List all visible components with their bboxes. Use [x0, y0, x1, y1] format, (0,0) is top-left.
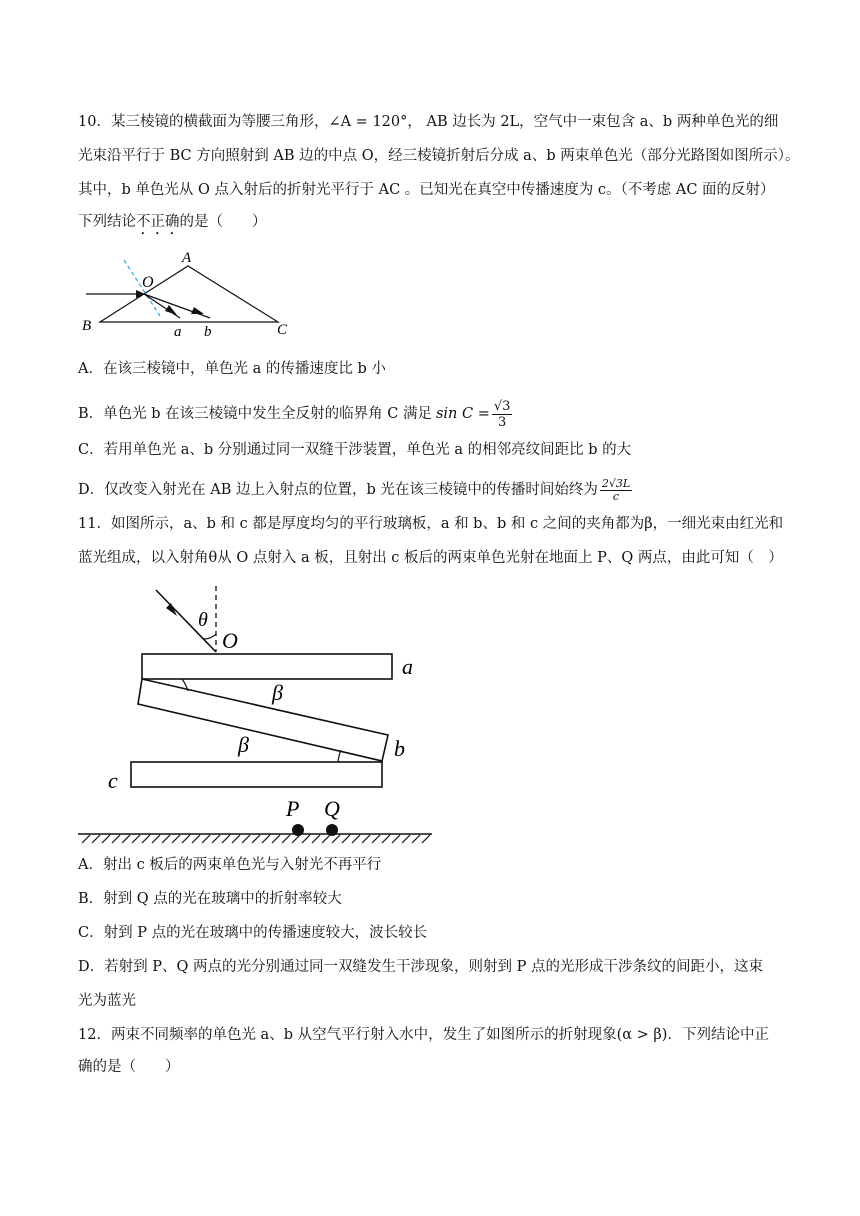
q10-prism-figure — [78, 244, 308, 346]
label-theta: θ — [198, 609, 208, 631]
ray-b — [144, 294, 210, 318]
q10-option-c: C．若用单色光 a、b 分别通过同一双缝干涉装置，单色光 a 的相邻亮纹间距比 b 的大 — [78, 442, 632, 458]
q10-stem-line-4-suffix: 的是（ ） — [179, 214, 267, 230]
plate-c — [131, 762, 382, 787]
label-O: O — [222, 628, 238, 653]
q12-stem-line-1: 12．两束不同频率的单色光 a、b 从空气平行射入水中，发生了如图所示的折射现象(α > β)．下列结论中正 — [78, 1027, 769, 1043]
label-C: C — [277, 322, 288, 338]
q10-option-b-sin: sin C = — [435, 406, 490, 422]
label-c: c — [108, 768, 118, 793]
label-P: P — [286, 796, 300, 821]
label-A: A — [182, 250, 192, 266]
q11-option-d-line-1: D．若射到 P、Q 两点的光分别通过同一双缝发生干涉现象，则射到 P 点的光形成干涉条纹的间距小，这束 — [78, 959, 763, 975]
q10-option-b — [78, 396, 514, 432]
label-beta-2: β — [238, 732, 249, 757]
label-B: B — [82, 318, 92, 334]
q11-option-d-line-2: 光为蓝光 — [78, 993, 136, 1009]
label-a: a — [174, 324, 182, 340]
q11-option-a: A．射出 c 板后的两束单色光与入射光不再平行 — [78, 857, 382, 873]
q10-stem-line-3: 其中，b 单色光从 O 点入射后的折射光平行于 AC 。已知光在真空中传播速度为 c。（不考虑 AC 面的反射） — [78, 182, 775, 198]
ray-a-arrow — [165, 305, 177, 315]
label-Q: Q — [324, 796, 340, 821]
q11-option-b: B．射到 Q 点的光在玻璃中的折射率较大 — [78, 891, 342, 907]
fraction-numerator: √3 — [493, 398, 511, 414]
fraction-numerator: 2√3L — [601, 476, 631, 490]
q10-stem-line-1: 10．某三棱镜的横截面为等腰三角形，∠A = 120°， AB 边长为 2L，空气中一束包含 a、b 两种单色光的细 — [78, 114, 779, 130]
q12-stem-line-2: 确的是（ ） — [78, 1059, 180, 1075]
q10-option-b-fraction — [492, 399, 513, 430]
label-beta-1: β — [272, 680, 283, 705]
plate-a — [142, 654, 392, 679]
q11-stem-line-2: 蓝光组成，以入射角θ从 O 点射入 a 板，且射出 c 板后的两束单色光射在地面上 P、Q 两点，由此可知（ ） — [78, 550, 783, 566]
q10-stem-line-2: 光束沿平行于 BC 方向照射到 AB 边的中点 O，经三棱镜折射后分成 a、b 两束单色光（部分光路图如图所示）。 — [78, 148, 800, 164]
label-b: b — [204, 324, 212, 340]
q10-stem-line-4 — [78, 212, 267, 238]
ray-a — [144, 294, 180, 318]
q11-plates-figure — [76, 582, 436, 844]
q10-stem-line-4-prefix: 下列结论 — [78, 214, 136, 230]
q11-option-c: C．射到 P 点的光在玻璃中的传播速度较大，波长较长 — [78, 925, 428, 941]
theta-arc — [203, 634, 216, 639]
fraction-denominator: c — [612, 489, 620, 503]
label-O: O — [142, 274, 154, 291]
q10-option-b-text: B．单色光 b 在该三棱镜中发生全反射的临界角 C 满足 — [78, 406, 432, 422]
q10-option-a: A．在该三棱镜中，单色光 a 的传播速度比 b 小 — [78, 361, 386, 377]
label-a: a — [402, 654, 413, 679]
q10-option-d-fraction — [600, 478, 632, 503]
label-b: b — [394, 736, 405, 761]
q10-option-d-text: D．仅改变入射光在 AB 边上入射点的位置，b 光在该三棱镜中的传播时间始终为 — [78, 482, 598, 498]
fraction-denominator: 3 — [498, 414, 507, 430]
q10-option-d — [78, 472, 634, 508]
q10-emphasis-not-correct: 不正确 — [136, 214, 180, 230]
q11-stem-line-1: 11．如图所示，a、b 和 c 都是厚度均匀的平行玻璃板，a 和 b、b 和 c 之间的夹角都为β，一细光束由红光和 — [78, 516, 784, 532]
ground-hatching — [82, 835, 430, 843]
ray-b-arrow — [191, 307, 204, 314]
plate-b — [138, 679, 388, 761]
